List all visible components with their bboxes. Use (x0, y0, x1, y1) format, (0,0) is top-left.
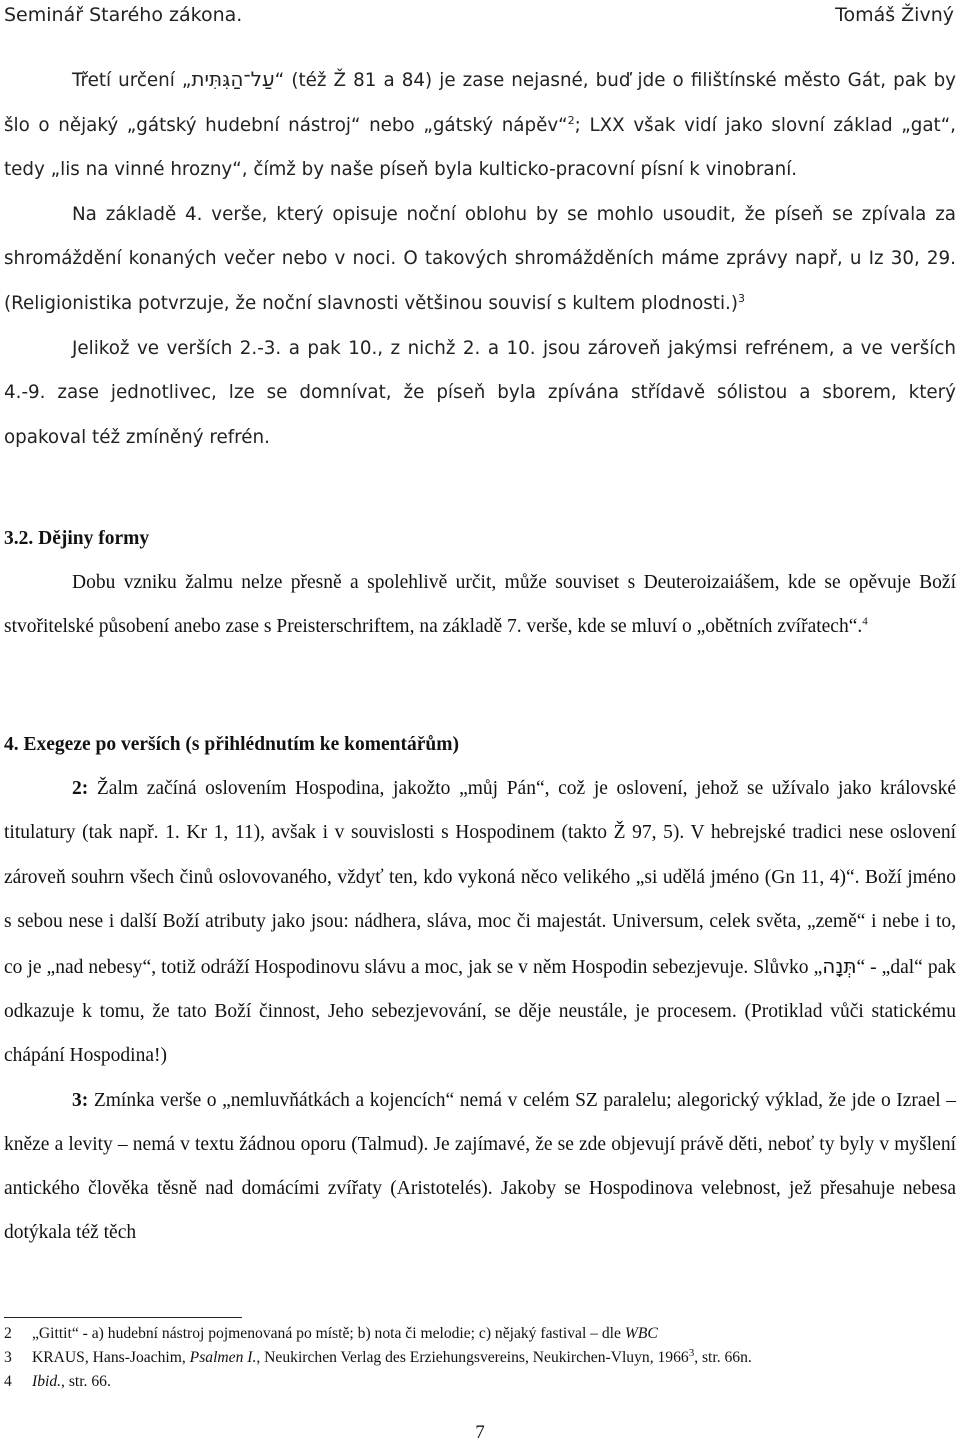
text-run: , str. 66. (61, 1373, 111, 1390)
header-author: Tomáš Živný (835, 4, 954, 26)
text-run: “ - „dal“ pak odkazuje k tomu, že tato Boží činnost, Jeho sebezjevování, se děje neustále, je procesem. (Protiklad vůči statickému chápání Hospodina!) (4, 957, 957, 1067)
text-run: 3.2. Dějiny formy (4, 528, 150, 549)
page-header (4, 4, 954, 34)
body-text-section-3-2 (4, 517, 956, 650)
text-run: Zmínka verše o „nemluvňátkách a kojencích“ nemá v celém SZ paralelu; alegorický výklad, že jde o Izrael – kněze a levity – nemá v textu žádnou oporu (Talmud). Je zajímavé, že se zde objevují právě děti, neboť ty byly v myšlení antického člověka těsně nad domácími zvířaty (Aristotelés). Jakoby se Hospodinova velebnost, jež přesahuje nebesa dotýkala též těch (4, 1089, 956, 1244)
text-run: “ (též Ž 81 a 84) je zase nejasné, buď jde o filištínské město Gát, pak by šlo o nějaký „gátský hudební nástroj“ nebo „gátský nápěv“ (4, 70, 956, 136)
text-run: WBC (624, 1325, 658, 1342)
hebrew-term: עַל־הַגִּתִּית (191, 67, 275, 91)
text-run: Psalmen I. (189, 1349, 257, 1366)
body-text-section-4 (4, 723, 956, 1255)
heading-exegesis (4, 723, 956, 767)
footnote-text (32, 1370, 111, 1394)
text-run: 2: (72, 778, 89, 800)
text-run: Žalm začíná oslovením Hospodina, jakožto „můj Pán“, což je oslovení, jehož se užívalo jako královské titulatury (tak např. 1. Kr 1, 11), avšak i v souvislosti s Hospodinem (takto Ž 97, 5). V hebrejské tradici nese oslovení zároveň souhrn všech činů oslovovaného, vždyť ten, kdo vykoná něco velikého „si udělá jméno (Gn 11, 4)“. Boží jméno s sebou nese i další Boží atributy jako jsou: nádhera, sláva, moc či majestát. Universum, celek světa, „země“ i nebe i to, co je „nad nebesy“, totiž odráží Hospodinovu slávu a moc, jak se v něm Hospodin sebezjevuje. Slůvko „ (4, 778, 956, 979)
heading-history-of-form (4, 517, 956, 561)
paragraph-dating (4, 561, 956, 649)
text-run: Dobu vzniku žalmu nelze přesně a spolehlivě určit, může souviset s Deuteroizaiášem, kde se opěvuje Boží stvořitelské působení anebo zase s Preisterschriftem, na základě 7. verše, kde se mluví o „obětních zvířatech“. (4, 572, 956, 638)
body-text-top (4, 57, 956, 460)
text-run: ; LXX však vidí jako slovní základ „gat“, tedy „lis na vinné hrozny“, čímž by naše píseň byla kulticko-pracovní písní k vinobraní. (4, 114, 956, 181)
text-run: „Gittit“ - a) hudební nástroj pojmenovaná po místě; b) nota či melodie; c) nějaký fastival – dle (32, 1325, 625, 1342)
footnote-2 (4, 1322, 956, 1346)
hebrew-term: תְּנָה (822, 954, 857, 979)
footnote-3 (4, 1346, 956, 1370)
text-run: , str. 66n. (694, 1349, 752, 1366)
paragraph-night-gathering (4, 193, 956, 327)
text-run: Jelikož ve verších 2.-3. a pak 10., z nichž 2. a 10. jsou zároveň jakýmsi refrénem, a ve verších 4.-9. zase jednotlivec, lze se domnívat, že píseň byla zpívána střídavě sólistou a sborem, který opakoval též zmíněný refrén. (4, 337, 956, 448)
text-run: Třetí určení „ (72, 70, 192, 91)
footnotes (4, 1322, 956, 1394)
text-run: 4. Exegeze po verších (s přihlédnutím ke komentářům) (4, 734, 459, 755)
footnote-ref: 3 (688, 1346, 695, 1359)
paragraph-verse-2 (4, 767, 956, 1078)
footnote-text (32, 1322, 658, 1346)
footnote-separator (4, 1317, 242, 1318)
footnote-number: 4 (4, 1373, 12, 1390)
header-course-title: Seminář Starého zákona. (4, 4, 243, 26)
footnote-ref: 4 (862, 615, 868, 628)
text-run: KRAUS, Hans-Joachim, (32, 1349, 190, 1366)
text-run: 3: (72, 1089, 89, 1111)
footnote-ref: 3 (738, 291, 745, 305)
text-run: , Neukirchen Verlag des Erziehungsvereins, Neukirchen-Vluyn, 1966 (256, 1349, 689, 1366)
text-run: Ibid. (32, 1373, 62, 1390)
paragraph-gittit (4, 57, 956, 193)
footnote-number: 3 (4, 1349, 12, 1366)
text-run: Na základě 4. verše, který opisuje noční oblohu by se mohlo usoudit, že píseň se zpívala za shromáždění konaných večer nebo v noci. O takových shromážděních máme zprávy např, u Iz 30, 29. (Religionistika potvrzuje, že noční slavnosti většinou souvisí s kultem plodnosti.) (4, 203, 956, 314)
page-number: 7 (475, 1422, 485, 1443)
footnote-ref: 2 (567, 113, 575, 127)
paragraph-verse-3 (4, 1079, 956, 1256)
paragraph-refrain (4, 327, 956, 461)
footnote-number: 2 (4, 1325, 12, 1342)
footnote-text (32, 1346, 752, 1370)
footnote-4 (4, 1370, 956, 1394)
